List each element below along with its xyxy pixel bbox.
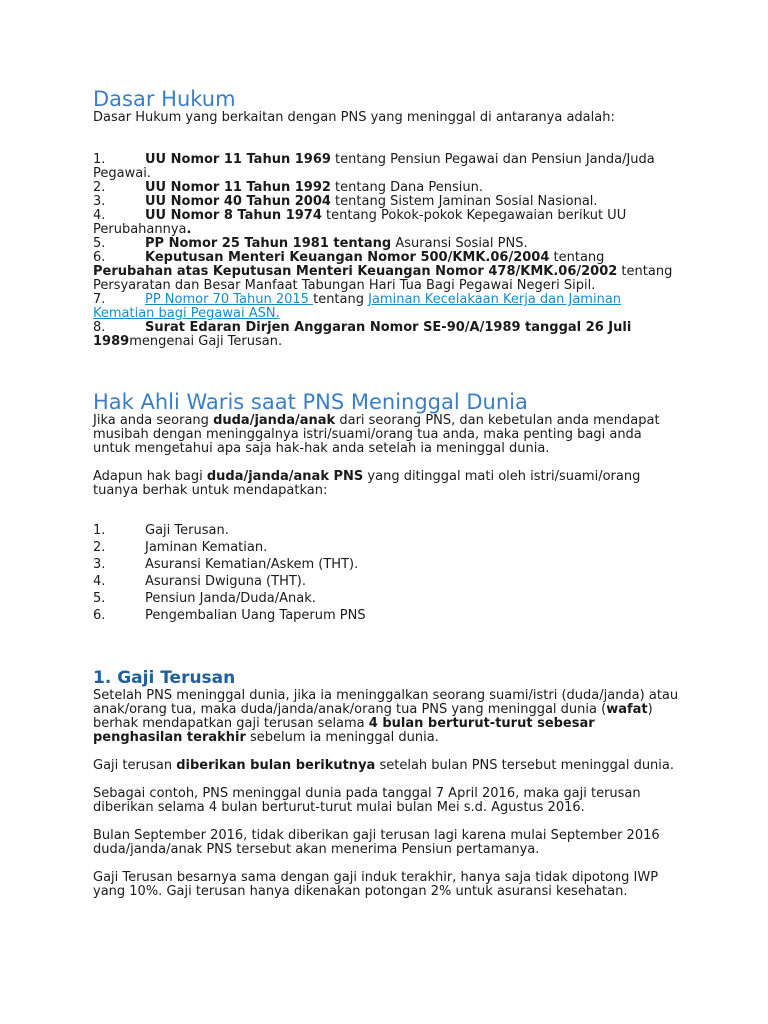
rights-list [93,522,683,624]
spacer [93,349,683,390]
law-item: 5. PP Nomor 25 Tahun 1981 tentang Asuransi Sosial PNS. [93,236,528,251]
link-pp-70-2015[interactable]: PP Nomor 70 Tahun 2015 [145,292,314,307]
gaji-terusan-paragraph: Gaji Terusan besarnya sama dengan gaji induk terakhir, hanya saja tidak dipotong IWP yang 10%. Gaji terusan hanya dikenakan potongan 2% untuk asuransi kesehatan. [93,870,659,899]
document-body [93,87,683,899]
link-jaminan-kecelakaan-kerja[interactable]: Jaminan Kecelakaan Kerja dan Jaminan Kematian bagi Pegawai ASN. [93,292,622,321]
section-title-dasar-hukum: Dasar Hukum [93,87,236,111]
spacer [93,815,683,829]
hak-ahli-waris-paragraph: Adapun hak bagi duda/janda/anak PNS yang ditinggal mati oleh istri/suami/orang tuanya berhak untuk mendapatkan: [93,469,641,498]
spacer [93,624,683,667]
spacer [93,498,683,522]
law-item: 1. UU Nomor 11 Tahun 1969 tentang Pensiun Pegawai dan Pensiun Janda/Juda Pegawai. [93,152,655,181]
list-item: 1. Gaji Terusan. [93,523,229,538]
spacer [93,456,683,470]
hak-ahli-waris-paragraph: Jika anda seorang duda/janda/anak dari seorang PNS, dan kebetulan anda mendapat musibah dengan meninggalnya istri/suami/orang tua anda, maka penting bagi anda untuk mengetahui apa saja hak-hak anda setelah ia meninggal dunia. [93,413,660,456]
section-title-hak-ahli-waris: Hak Ahli Waris saat PNS Meninggal Dunia [93,390,528,414]
dasar-hukum-intro: Dasar Hukum yang berkaitan dengan PNS yang meninggal di antaranya adalah: [93,110,615,125]
spacer [93,125,683,153]
gaji-terusan-paragraph: Sebagai contoh, PNS meninggal dunia pada tanggal 7 April 2016, maka gaji terusan diberikan selama 4 bulan berturut-turut mulai bulan Mei s.d. Agustus 2016. [93,786,641,815]
list-item: 3. Asuransi Kematian/Askem (THT). [93,557,359,572]
law-item: 3. UU Nomor 40 Tahun 2004 tentang Sistem Jaminan Sosial Nasional. [93,194,598,209]
section-title-gaji-terusan: 1. Gaji Terusan [93,668,236,688]
spacer [93,773,683,787]
law-item: 4. UU Nomor 8 Tahun 1974 tentang Pokok-pokok Kepegawaian berikut UU Perubahannya. [93,208,627,237]
law-list [93,153,683,349]
law-item: 6. Keputusan Menteri Keuangan Nomor 500/KMK.06/2004 tentang Perubahan atas Keputusan Menteri Keuangan Nomor 478/KMK.06/2002 tentang Persyaratan dan Besar Manfaat Tabungan Hari Tua Bagi Pegawai Negeri Sipil. [93,250,673,293]
gaji-terusan-paragraph: Setelah PNS meninggal dunia, jika ia meninggalkan seorang suami/istri (duda/janda) atau anak/orang tua, maka duda/janda/anak/orang tua PNS yang meninggal dunia (wafat) berhak mendapatkan gaji terusan selama 4 bulan berturut-turut sebesar penghasilan terakhir sebelum ia meninggal dunia. [93,688,679,745]
law-item: 2. UU Nomor 11 Tahun 1992 tentang Dana Pensiun. [93,180,483,195]
gaji-terusan-paragraph: Bulan September 2016, tidak diberikan gaji terusan lagi karena mulai September 2016 duda/janda/anak PNS tersebut akan menerima Pensiun pertamanya. [93,828,660,857]
spacer [93,857,683,871]
list-item: 6. Pengembalian Uang Taperum PNS [93,608,366,623]
law-item: 8. Surat Edaran Dirjen Anggaran Nomor SE-90/A/1989 tanggal 26 Juli 1989mengenai Gaji Terusan. [93,320,632,349]
law-item: 7. PP Nomor 70 Tahun 2015 tentang Jaminan Kecelakaan Kerja dan Jaminan Kematian bagi Pegawai ASN. [93,292,622,321]
list-item: 5. Pensiun Janda/Duda/Anak. [93,591,316,606]
gaji-terusan-paragraph: Gaji terusan diberikan bulan berikutnya setelah bulan PNS tersebut meninggal dunia. [93,758,675,773]
list-item: 4. Asuransi Dwiguna (THT). [93,574,306,589]
spacer [93,745,683,759]
list-item: 2. Jaminan Kematian. [93,540,268,555]
